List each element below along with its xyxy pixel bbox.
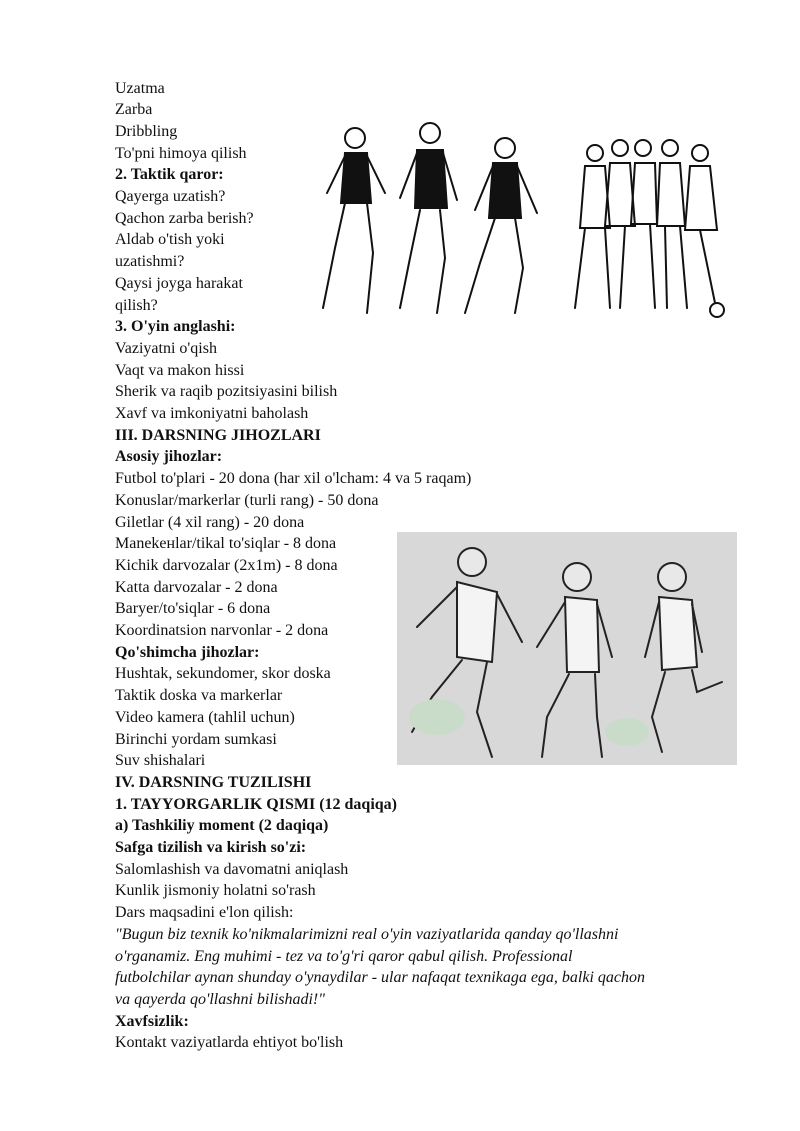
text-line: "Bugun biz texnik ko'nikmalarimizni real o'yin vaziyatlarida qanday qo'llashni (115, 925, 619, 943)
heading-line: Safga tizilish va kirish so'zi: (115, 839, 307, 856)
text-line: Baryer/to'siqlar - 6 dona (115, 600, 271, 618)
heading-line: Xavfsizlik: (115, 1012, 189, 1030)
boys-kicking-illustration (397, 532, 737, 765)
text-line: Vaqt va makon hissi (115, 361, 245, 379)
text-line: Dribbling (115, 122, 178, 140)
text-line: va qayerda qo'llashni bilishadi!" (115, 990, 325, 1008)
text-line: Giletlar (4 xil rang) - 20 dona (115, 513, 305, 531)
text-line: futbolchilar aynan shunday o'ynaydilar - ular nafaqat texnikaga ega, balki qachon (115, 969, 646, 987)
text-line: To'pni himoya qilish (115, 144, 247, 162)
text-line: Kichik darvozalar (2x1m) - 8 dona (115, 556, 338, 574)
text-line: Taktik doska va markerlar (115, 687, 283, 705)
text-line: Zarba (115, 101, 153, 119)
heading-line: Qo'shimcha jihozlar: (115, 643, 260, 661)
heading-line: IV. DARSNING TUZILISHI (115, 773, 312, 791)
text-line: Uzatma (115, 79, 165, 97)
text-line: Vaziyatni o'qish (115, 339, 217, 357)
text-line: Kunlik jismoniy holatni so'rash (115, 882, 316, 900)
text-line: Qaysi joyga harakat (115, 274, 243, 292)
heading-line: 1. TAYYORGARLIK QISMI (12 daqiqa) (115, 795, 397, 813)
text-line: Salomlashish va davomatni aniqlash (115, 860, 349, 878)
heading-line: 3. O'yin anglashi: (115, 318, 236, 336)
text-line: Koordinatsion narvonlar - 2 dona (115, 622, 329, 639)
text-line: qilish? (115, 296, 158, 314)
heading-line: Asosiy jihozlar: (115, 448, 223, 466)
text-line: Futbol to'plari - 20 dona (har xil o'lcham: 4 va 5 raqam) (115, 470, 472, 488)
text-line: Manekенlar/tikal to'siqlar - 8 dona (115, 535, 337, 553)
heading-line: 2. Taktik qaror: (115, 166, 224, 184)
text-line: Dars maqsadini e'lon qilish: (115, 904, 294, 922)
text-line: Kontakt vaziyatlarda ehtiyot bo'lish (115, 1034, 344, 1052)
heading-line: III. DARSNING JIHOZLARI (115, 426, 321, 444)
text-line: o'rganamiz. Eng muhimi - tez va to'g'ri qaror qabul qilish. Professional (115, 947, 573, 965)
text-line: Konuslar/markerlar (turli rang) - 50 dona (115, 491, 379, 509)
text-line: Katta darvozalar - 2 dona (115, 578, 278, 596)
text-line: Hushtak, sekundomer, skor doska (115, 665, 331, 683)
text-line: Xavf va imkoniyatni baholash (115, 405, 309, 422)
text-line: Suv shishalari (115, 752, 206, 770)
text-line: Sherik va raqib pozitsiyasini bilish (115, 383, 338, 401)
text-line: Birinchi yordam sumkasi (115, 730, 277, 748)
football-players-illustration (305, 118, 745, 333)
heading-line: a) Tashkiliy moment (2 daqiqa) (115, 817, 329, 835)
text-line: uzatishmi? (115, 253, 185, 271)
text-line: Qayerga uzatish? (115, 188, 226, 205)
text-line: Qachon zarba berish? (115, 209, 254, 227)
text-line: Video kamera (tahlil uchun) (115, 708, 295, 726)
text-line: Aldab o'tish yoki (115, 231, 225, 249)
